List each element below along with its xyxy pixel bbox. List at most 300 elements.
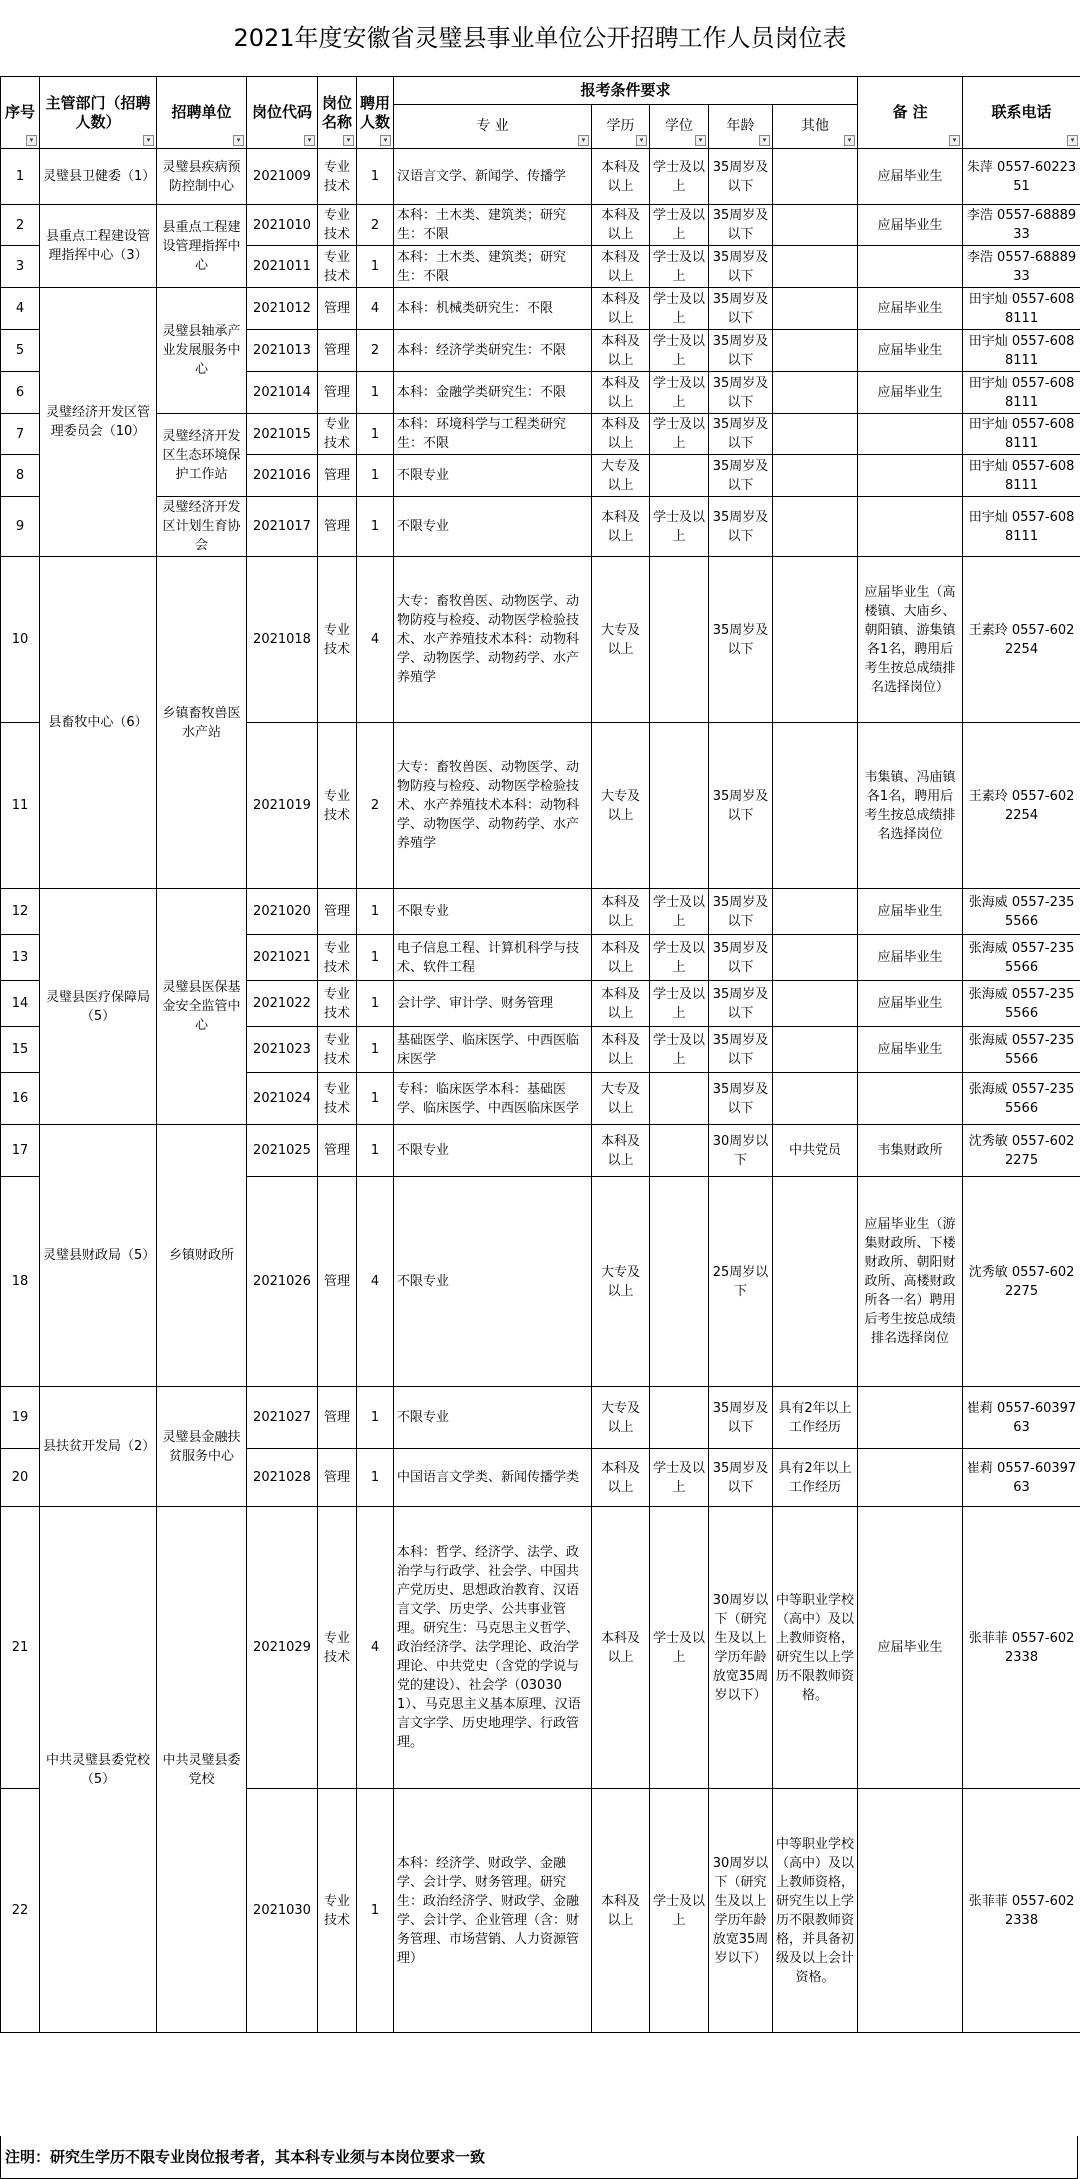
post-name: 专业技术 [318, 149, 357, 205]
edu-req: 本科及以上 [592, 1507, 650, 1789]
remark-cell [858, 497, 963, 557]
hire-count: 1 [357, 1125, 394, 1177]
age-req: 35周岁及以下 [709, 1387, 773, 1449]
row-seq: 10 [1, 557, 40, 723]
edu-req: 本科及以上 [592, 497, 650, 557]
contact-phone: 田宇灿 0557-6088111 [963, 455, 1080, 497]
hire-count: 1 [357, 372, 394, 414]
other-req: 具有2年以上工作经历 [773, 1449, 858, 1507]
post-code: 2021016 [247, 455, 318, 497]
hire-count: 1 [357, 889, 394, 935]
edu-req: 本科及以上 [592, 246, 650, 288]
contact-phone: 田宇灿 0557-6088111 [963, 288, 1080, 330]
post-code: 2021020 [247, 889, 318, 935]
table-row [1, 1507, 1080, 1789]
age-req: 25周岁以下 [709, 1177, 773, 1387]
post-name: 专业技术 [318, 414, 357, 455]
dept-cell: 县重点工程建设管理指挥中心（3） [40, 205, 157, 288]
header-conditions: 报考条件要求 [394, 77, 858, 105]
remark-cell: 应届毕业生 [858, 889, 963, 935]
other-req: 具有2年以上工作经历 [773, 1387, 858, 1449]
post-name: 专业技术 [318, 246, 357, 288]
row-seq: 7 [1, 414, 40, 455]
other-req [773, 935, 858, 981]
age-req: 30周岁以下（研究生及以上学历年龄放宽35周岁以下） [709, 1789, 773, 2033]
contact-phone: 沈秀敏 0557-6022275 [963, 1125, 1080, 1177]
row-seq: 12 [1, 889, 40, 935]
header-edu: 学历 ▾ [592, 105, 650, 149]
post-name: 管理 [318, 1387, 357, 1449]
age-req: 35周岁及以下 [709, 330, 773, 372]
degree-req: 学士及以上 [650, 981, 709, 1027]
post-code: 2021019 [247, 723, 318, 889]
edu-req: 大专及以上 [592, 1387, 650, 1449]
other-req [773, 372, 858, 414]
filter-icon[interactable]: ▾ [380, 135, 391, 146]
row-seq: 16 [1, 1073, 40, 1125]
other-req [773, 557, 858, 723]
edu-req: 本科及以上 [592, 1027, 650, 1073]
age-req: 35周岁及以下 [709, 288, 773, 330]
row-seq: 20 [1, 1449, 40, 1507]
edu-req: 本科及以上 [592, 981, 650, 1027]
edu-req: 本科及以上 [592, 149, 650, 205]
header-seq: 序号 ▾ [1, 77, 40, 149]
remark-cell [858, 1387, 963, 1449]
other-req [773, 497, 858, 557]
post-code: 2021027 [247, 1387, 318, 1449]
unit-cell: 中共灵璧县委党校 [157, 1507, 247, 2033]
age-req: 35周岁及以下 [709, 1449, 773, 1507]
hire-count: 2 [357, 330, 394, 372]
degree-req: 学士及以上 [650, 497, 709, 557]
post-code: 2021011 [247, 246, 318, 288]
row-seq: 6 [1, 372, 40, 414]
degree-req: 学士及以上 [650, 1449, 709, 1507]
other-req [773, 723, 858, 889]
remark-cell [858, 1789, 963, 2033]
remark-cell [858, 414, 963, 455]
post-name: 专业技术 [318, 1027, 357, 1073]
remark-cell [858, 1073, 963, 1125]
age-req: 35周岁及以下 [709, 1073, 773, 1125]
hire-count: 4 [357, 288, 394, 330]
footnote: 注明：研究生学历不限专业岗位报考者，其本科专业须与本岗位要求一致 [0, 2136, 1078, 2179]
table-row [1, 149, 1080, 205]
age-req: 35周岁及以下 [709, 372, 773, 414]
contact-phone: 张海威 0557-2355566 [963, 1027, 1080, 1073]
age-req: 35周岁及以下 [709, 246, 773, 288]
hire-count: 2 [357, 723, 394, 889]
remark-cell: 应届毕业生（游集财政所、下楼财政所、朝阳财政所、高楼财政所各一名）聘用后考生按总成绩排名选择岗位 [858, 1177, 963, 1387]
remark-cell: 韦集财政所 [858, 1125, 963, 1177]
post-name: 专业技术 [318, 557, 357, 723]
filter-icon[interactable]: ▾ [844, 135, 855, 146]
contact-phone: 田宇灿 0557-6088111 [963, 414, 1080, 455]
contact-phone: 张菲菲 0557-6022338 [963, 1507, 1080, 1789]
major-req: 不限专业 [394, 1125, 592, 1177]
dept-cell: 灵璧县卫健委（1） [40, 149, 157, 205]
unit-cell: 灵璧经济开发区生态环境保护工作站 [157, 414, 247, 497]
contact-phone: 崔莉 0557-6039763 [963, 1449, 1080, 1507]
contact-phone: 张海威 0557-2355566 [963, 1073, 1080, 1125]
post-code: 2021009 [247, 149, 318, 205]
header-age: 年龄 ▾ [709, 105, 773, 149]
row-seq: 5 [1, 330, 40, 372]
edu-req: 大专及以上 [592, 1073, 650, 1125]
contact-phone: 田宇灿 0557-6088111 [963, 330, 1080, 372]
contact-phone: 张海威 0557-2355566 [963, 889, 1080, 935]
age-req: 35周岁及以下 [709, 981, 773, 1027]
edu-req: 本科及以上 [592, 1789, 650, 2033]
dept-cell: 县畜牧中心（6） [40, 557, 157, 889]
post-name: 专业技术 [318, 723, 357, 889]
filter-icon[interactable]: ▾ [759, 135, 770, 146]
dept-cell: 灵璧县医疗保障局（5） [40, 889, 157, 1125]
header-other: 其他 ▾ [773, 105, 858, 149]
degree-req: 学士及以上 [650, 889, 709, 935]
dept-cell: 灵璧经济开发区管理委员会（10） [40, 288, 157, 557]
major-req: 电子信息工程、计算机科学与技术、软件工程 [394, 935, 592, 981]
age-req: 35周岁及以下 [709, 149, 773, 205]
filter-icon[interactable]: ▾ [304, 135, 315, 146]
post-name: 管理 [318, 372, 357, 414]
edu-req: 大专及以上 [592, 1177, 650, 1387]
major-req: 本科：土木类、建筑类；研究生：不限 [394, 205, 592, 246]
age-req: 35周岁及以下 [709, 889, 773, 935]
hire-count: 1 [357, 497, 394, 557]
unit-cell: 县重点工程建设管理指挥中心 [157, 205, 247, 288]
table-body [1, 149, 1080, 2033]
filter-icon[interactable]: ▾ [695, 135, 706, 146]
other-req [773, 246, 858, 288]
other-req: 中等职业学校（高中）及以上教师资格，研究生以上学历不限教师资格。 [773, 1507, 858, 1789]
post-code: 2021015 [247, 414, 318, 455]
dept-cell: 灵璧县财政局（5） [40, 1125, 157, 1387]
other-req [773, 288, 858, 330]
degree-req: 学士及以上 [650, 246, 709, 288]
remark-cell: 应届毕业生 [858, 1507, 963, 1789]
table-row [1, 205, 1080, 246]
post-name: 管理 [318, 288, 357, 330]
table-row [1, 557, 1080, 723]
age-req: 30周岁以下 [709, 1125, 773, 1177]
contact-phone: 田宇灿 0557-6088111 [963, 497, 1080, 557]
degree-req [650, 1125, 709, 1177]
edu-req: 本科及以上 [592, 935, 650, 981]
other-req: 中等职业学校（高中）及以上教师资格，研究生以上学历不限教师资格，并具备初级及以上会计资格。 [773, 1789, 858, 2033]
header-unit: 招聘单位 ▾ [157, 77, 247, 149]
post-code: 2021018 [247, 557, 318, 723]
page-title: 2021年度安徽省灵璧县事业单位公开招聘工作人员岗位表 [233, 24, 847, 52]
post-code: 2021028 [247, 1449, 318, 1507]
dept-cell: 中共灵璧县委党校（5） [40, 1507, 157, 2033]
recruitment-table [0, 76, 1080, 2033]
major-req: 不限专业 [394, 455, 592, 497]
degree-req [650, 455, 709, 497]
other-req [773, 1073, 858, 1125]
other-req [773, 1177, 858, 1387]
post-name: 管理 [318, 455, 357, 497]
edu-req: 大专及以上 [592, 557, 650, 723]
degree-req [650, 557, 709, 723]
unit-cell: 灵璧县轴承产业发展服务中心 [157, 288, 247, 414]
hire-count: 1 [357, 1027, 394, 1073]
other-req [773, 414, 858, 455]
post-code: 2021017 [247, 497, 318, 557]
table-row [1, 414, 1080, 455]
major-req: 中国语言文学类、新闻传播学类 [394, 1449, 592, 1507]
filter-icon[interactable]: ▾ [343, 135, 354, 146]
post-code: 2021030 [247, 1789, 318, 2033]
post-name: 专业技术 [318, 1073, 357, 1125]
remark-cell: 应届毕业生 [858, 981, 963, 1027]
unit-cell: 灵璧县金融扶贫服务中心 [157, 1387, 247, 1507]
major-req: 不限专业 [394, 1177, 592, 1387]
degree-req: 学士及以上 [650, 935, 709, 981]
row-seq: 4 [1, 288, 40, 330]
major-req: 专科：临床医学本科：基础医学、临床医学、中西医临床医学 [394, 1073, 592, 1125]
degree-req: 学士及以上 [650, 1789, 709, 2033]
dept-cell: 县扶贫开发局（2） [40, 1387, 157, 1507]
row-seq: 9 [1, 497, 40, 557]
hire-count: 1 [357, 1449, 394, 1507]
remark-cell: 应届毕业生 [858, 330, 963, 372]
major-req: 大专：畜牧兽医、动物医学、动物防疫与检疫、动物医学检验技术、水产养殖技术本科：动物科学、动物医学、动物药学、水产养殖学 [394, 557, 592, 723]
remark-cell [858, 455, 963, 497]
table-row [1, 497, 1080, 557]
age-req: 35周岁及以下 [709, 557, 773, 723]
remark-cell: 应届毕业生 [858, 1027, 963, 1073]
hire-count: 1 [357, 1387, 394, 1449]
unit-cell: 灵璧经济开发区计划生育协会 [157, 497, 247, 557]
row-seq: 3 [1, 246, 40, 288]
age-req: 35周岁及以下 [709, 497, 773, 557]
unit-cell: 乡镇畜牧兽医水产站 [157, 557, 247, 889]
degree-req: 学士及以上 [650, 288, 709, 330]
major-req: 基础医学、临床医学、中西医临床医学 [394, 1027, 592, 1073]
filter-icon[interactable]: ▾ [143, 135, 154, 146]
row-seq: 11 [1, 723, 40, 889]
row-seq: 21 [1, 1507, 40, 1789]
table-row [1, 1125, 1080, 1177]
degree-req: 学士及以上 [650, 372, 709, 414]
remark-cell: 韦集镇、冯庙镇各1名，聘用后考生按总成绩排名选择岗位 [858, 723, 963, 889]
header-phone: 联系电话 ▾ [963, 77, 1080, 149]
post-code: 2021014 [247, 372, 318, 414]
other-req [773, 455, 858, 497]
age-req: 35周岁及以下 [709, 723, 773, 889]
hire-count: 1 [357, 981, 394, 1027]
contact-phone: 张海威 0557-2355566 [963, 981, 1080, 1027]
edu-req: 本科及以上 [592, 889, 650, 935]
remark-cell: 应届毕业生 [858, 205, 963, 246]
contact-phone: 王素玲 0557-6022254 [963, 723, 1080, 889]
edu-req: 本科及以上 [592, 330, 650, 372]
major-req: 本科：经济学类研究生：不限 [394, 330, 592, 372]
major-req: 不限专业 [394, 1387, 592, 1449]
degree-req [650, 1387, 709, 1449]
contact-phone: 朱萍 0557-6022351 [963, 149, 1080, 205]
header-post: 岗位名称 ▾ [318, 77, 357, 149]
hire-count: 1 [357, 149, 394, 205]
post-name: 管理 [318, 1177, 357, 1387]
edu-req: 本科及以上 [592, 414, 650, 455]
contact-phone: 张菲菲 0557-6022338 [963, 1789, 1080, 2033]
degree-req: 学士及以上 [650, 205, 709, 246]
age-req: 35周岁及以下 [709, 205, 773, 246]
hire-count: 1 [357, 1073, 394, 1125]
header-dept: 主管部门（招聘人数） ▾ [40, 77, 157, 149]
post-name: 专业技术 [318, 935, 357, 981]
hire-count: 1 [357, 1789, 394, 2033]
remark-cell: 应届毕业生 [858, 372, 963, 414]
contact-phone: 张海威 0557-2355566 [963, 935, 1080, 981]
unit-cell: 乡镇财政所 [157, 1125, 247, 1387]
row-seq: 18 [1, 1177, 40, 1387]
remark-cell: 应届毕业生 [858, 935, 963, 981]
table-row [1, 1387, 1080, 1449]
major-req: 本科：土木类、建筑类；研究生：不限 [394, 246, 592, 288]
filter-icon[interactable]: ▾ [578, 135, 589, 146]
row-seq: 14 [1, 981, 40, 1027]
filter-icon[interactable]: ▾ [233, 135, 244, 146]
hire-count: 1 [357, 414, 394, 455]
age-req: 30周岁以下（研究生及以上学历年龄放宽35周岁以下） [709, 1507, 773, 1789]
degree-req: 学士及以上 [650, 414, 709, 455]
hire-count: 2 [357, 205, 394, 246]
other-req: 中共党员 [773, 1125, 858, 1177]
row-seq: 15 [1, 1027, 40, 1073]
filter-icon[interactable]: ▾ [1067, 135, 1078, 146]
major-req: 本科：环境科学与工程类研究生：不限 [394, 414, 592, 455]
hire-count: 4 [357, 1177, 394, 1387]
hire-count: 4 [357, 557, 394, 723]
post-code: 2021026 [247, 1177, 318, 1387]
major-req: 汉语言文学、新闻学、传播学 [394, 149, 592, 205]
remark-cell [858, 1449, 963, 1507]
major-req: 本科：机械类研究生：不限 [394, 288, 592, 330]
edu-req: 大专及以上 [592, 455, 650, 497]
contact-phone: 李浩 0557-6888933 [963, 246, 1080, 288]
post-name: 管理 [318, 1125, 357, 1177]
post-code: 2021021 [247, 935, 318, 981]
row-seq: 1 [1, 149, 40, 205]
contact-phone: 李浩 0557-6888933 [963, 205, 1080, 246]
major-req: 会计学、审计学、财务管理 [394, 981, 592, 1027]
table-row [1, 889, 1080, 935]
remark-cell: 应届毕业生（高楼镇、大庙乡、朝阳镇、游集镇各1名，聘用后考生按总成绩排名选择岗位） [858, 557, 963, 723]
post-code: 2021013 [247, 330, 318, 372]
remark-cell: 应届毕业生 [858, 149, 963, 205]
other-req [773, 205, 858, 246]
header-remark: 备 注 ▾ [858, 77, 963, 149]
post-name: 管理 [318, 330, 357, 372]
post-name: 专业技术 [318, 1789, 357, 2033]
age-req: 35周岁及以下 [709, 1027, 773, 1073]
major-req: 本科：经济学、财政学、金融学、会计学、财务管理。研究生：政治经济学、财政学、金融学、会计学、企业管理（含：财务管理、市场营销、人力资源管理） [394, 1789, 592, 2033]
other-req [773, 981, 858, 1027]
row-seq: 17 [1, 1125, 40, 1177]
post-code: 2021012 [247, 288, 318, 330]
post-code: 2021023 [247, 1027, 318, 1073]
post-code: 2021029 [247, 1507, 318, 1789]
post-code: 2021010 [247, 205, 318, 246]
filter-icon[interactable]: ▾ [26, 135, 37, 146]
remark-cell [858, 246, 963, 288]
age-req: 35周岁及以下 [709, 455, 773, 497]
major-req: 不限专业 [394, 497, 592, 557]
remark-cell: 应届毕业生 [858, 288, 963, 330]
header-degree: 学位 ▾ [650, 105, 709, 149]
post-name: 管理 [318, 1449, 357, 1507]
edu-req: 本科及以上 [592, 288, 650, 330]
header-code: 岗位代码 ▾ [247, 77, 318, 149]
post-code: 2021024 [247, 1073, 318, 1125]
other-req [773, 330, 858, 372]
contact-phone: 田宇灿 0557-6088111 [963, 372, 1080, 414]
age-req: 35周岁及以下 [709, 414, 773, 455]
major-req: 不限专业 [394, 889, 592, 935]
post-name: 管理 [318, 889, 357, 935]
filter-icon[interactable]: ▾ [636, 135, 647, 146]
filter-icon[interactable]: ▾ [949, 135, 960, 146]
hire-count: 1 [357, 455, 394, 497]
unit-cell: 灵璧县医保基金安全监管中心 [157, 889, 247, 1125]
age-req: 35周岁及以下 [709, 935, 773, 981]
post-code: 2021022 [247, 981, 318, 1027]
header-major: 专 业 ▾ [394, 105, 592, 149]
edu-req: 本科及以上 [592, 372, 650, 414]
edu-req: 本科及以上 [592, 1125, 650, 1177]
other-req [773, 149, 858, 205]
major-req: 本科：金融学类研究生：不限 [394, 372, 592, 414]
row-seq: 2 [1, 205, 40, 246]
other-req [773, 889, 858, 935]
post-code: 2021025 [247, 1125, 318, 1177]
degree-req: 学士及以上 [650, 330, 709, 372]
contact-phone: 王素玲 0557-6022254 [963, 557, 1080, 723]
degree-req [650, 1073, 709, 1125]
edu-req: 本科及以上 [592, 1449, 650, 1507]
post-name: 专业技术 [318, 205, 357, 246]
table-row [1, 288, 1080, 330]
row-seq: 13 [1, 935, 40, 981]
degree-req [650, 1177, 709, 1387]
hire-count: 4 [357, 1507, 394, 1789]
degree-req: 学士及以上 [650, 149, 709, 205]
row-seq: 22 [1, 1789, 40, 2033]
post-name: 专业技术 [318, 1507, 357, 1789]
row-seq: 19 [1, 1387, 40, 1449]
hire-count: 1 [357, 246, 394, 288]
hire-count: 1 [357, 935, 394, 981]
degree-req: 学士及以上 [650, 1507, 709, 1789]
post-name: 管理 [318, 497, 357, 557]
other-req [773, 1027, 858, 1073]
edu-req: 大专及以上 [592, 723, 650, 889]
contact-phone: 沈秀敏 0557-6022275 [963, 1177, 1080, 1387]
post-name: 专业技术 [318, 981, 357, 1027]
major-req: 本科：哲学、经济学、法学、政治学与行政学、社会学、中国共产党历史、思想政治教育、汉语言文学、历史学、公共事业管理。研究生：马克思主义哲学、政治经济学、法学理论、政治学理论、中共党史（含党的学说与党的建设）、社会学（030301）、马克思主义基本原理、汉语言文字学、历史地理学、行政管理。 [394, 1507, 592, 1789]
header-num: 聘用人数 ▾ [357, 77, 394, 149]
row-seq: 8 [1, 455, 40, 497]
degree-req [650, 723, 709, 889]
major-req: 大专：畜牧兽医、动物医学、动物防疫与检疫、动物医学检验技术、水产养殖技术本科：动物科学、动物医学、动物药学、水产养殖学 [394, 723, 592, 889]
unit-cell: 灵璧县疾病预防控制中心 [157, 149, 247, 205]
edu-req: 本科及以上 [592, 205, 650, 246]
degree-req: 学士及以上 [650, 1027, 709, 1073]
